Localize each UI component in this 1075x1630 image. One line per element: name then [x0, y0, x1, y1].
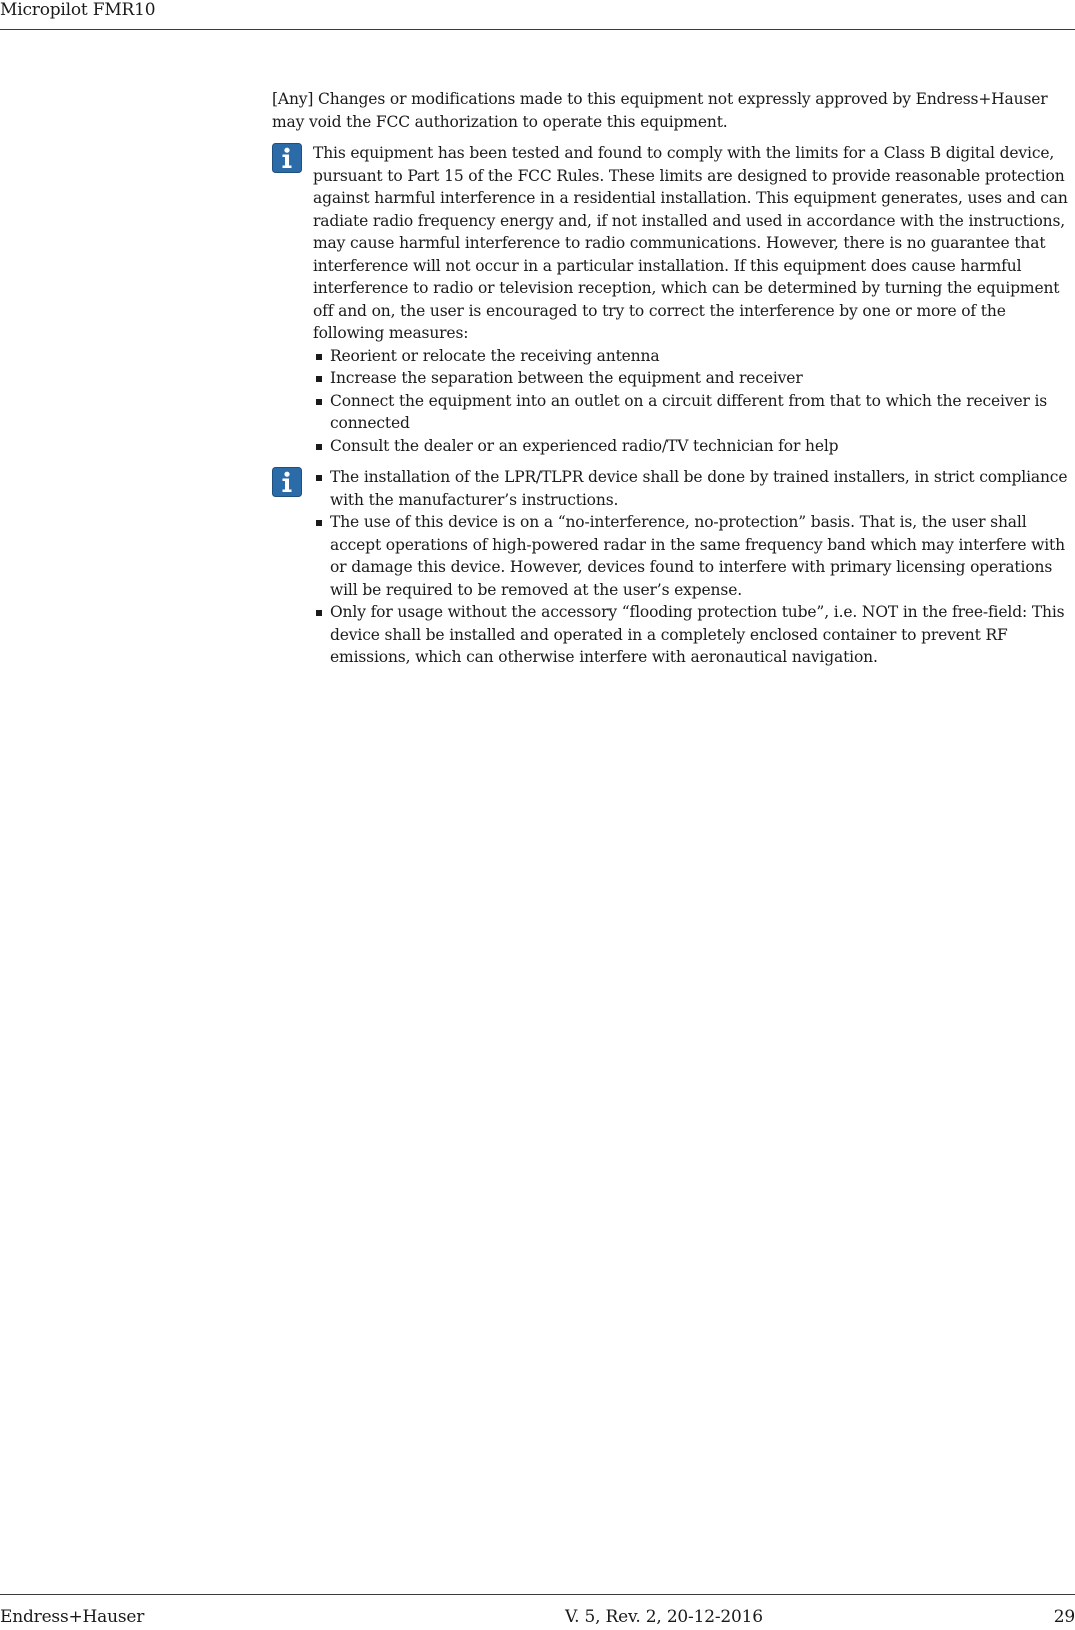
list-item: The installation of the LPR/TLPR device shall be done by trained installers, in strict compliance with the manufacturer’s instructions. [313, 466, 1075, 511]
fcc-modification-warning: [Any] Changes or modifications made to this equipment not expressly approved by Endress+Hauser may void the FCC authorization to operate this equipment. [272, 90, 1048, 131]
list-item: Reorient or relocate the receiving antenna [313, 345, 1075, 368]
installation-rules-list [313, 466, 1075, 669]
bullet-icon [316, 444, 322, 450]
bullet-icon [316, 520, 322, 526]
list-item: Consult the dealer or an experienced radio/TV technician for help [313, 435, 1075, 458]
interference-measures-list [313, 345, 1075, 458]
radar-installation-note [272, 466, 1075, 669]
list-item: Increase the separation between the equipment and receiver [313, 367, 1075, 390]
footer-company: Endress+Hauser [0, 1607, 145, 1627]
page-footer [0, 1594, 1075, 1630]
info-icon [272, 467, 302, 497]
bullet-icon [316, 610, 322, 616]
page-number: 29 [1053, 1607, 1075, 1627]
fcc-compliance-text: This equipment has been tested and found to comply with the limits for a Class B digital device, pursuant to Part 15 of the FCC Rules. These limits are designed to provide reasonable protection against harmful interference in a residential installation. This equipment generates, uses and can radiate radio frequency energy and, if not installed and used in accordance with the instructions, may cause harmful interference to radio communications. However, there is no guarantee that interference will not occur in a particular installation. If this equipment does cause harmful interference to radio or television reception, which can be determined by turning the equipment off and on, the user is encouraged to try to correct the interference by one or more of the following measures: [313, 144, 1068, 342]
list-item: Connect the equipment into an outlet on a circuit different from that to which the receiver is connected [313, 390, 1075, 435]
page-header [0, 0, 1075, 30]
list-item: The use of this device is on a “no-interference, no-protection” basis. That is, the user shall accept operations of high-powered radar in the same frequency band which may interfere with or damage this device. However, devices found to interfere with primary licensing operations will be required to be removed at the user’s expense. [313, 511, 1075, 601]
list-item: Only for usage without the accessory “flooding protection tube”, i.e. NOT in the free-field: This device shall be installed and operated in a completely enclosed container to prevent RF emissions, which can otherwise interfere with aeronautical navigation. [313, 601, 1075, 669]
fcc-compliance-note [272, 142, 1075, 457]
bullet-icon [316, 354, 322, 360]
info-icon [272, 143, 302, 173]
bullet-icon [316, 376, 322, 382]
main-content [272, 88, 1075, 678]
bullet-icon [316, 399, 322, 405]
document-title: Micropilot FMR10 [0, 0, 156, 20]
bullet-icon [316, 475, 322, 481]
footer-version: V. 5, Rev. 2, 20-12-2016 [565, 1607, 763, 1627]
